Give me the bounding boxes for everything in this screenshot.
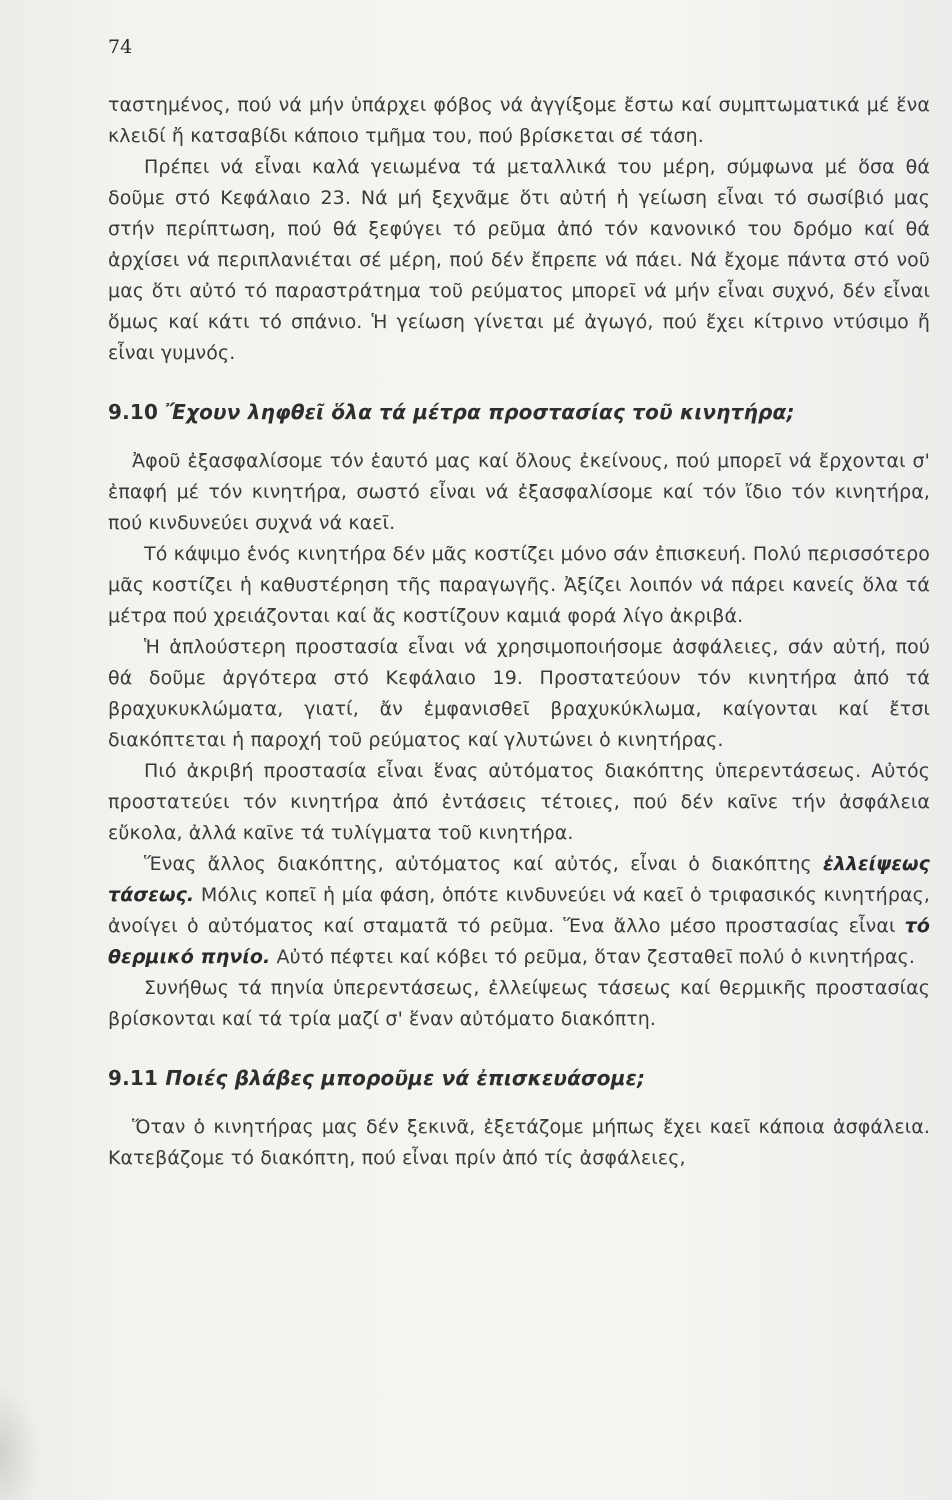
- section-heading: [108, 1063, 930, 1094]
- section-number: 9.10: [108, 400, 159, 424]
- section-title: Ποιές βλάβες μποροῦμε νά ἐπισκευάσομε;: [165, 1066, 646, 1090]
- paragraph: [108, 973, 930, 1035]
- paragraph: [108, 90, 930, 152]
- emphasized-term: ἐλλείψεως τάσεως.: [108, 853, 930, 906]
- text-run: Ἕνας ἄλλος διακόπτης, αὐτόματος καί αὐτός, εἶναι ὁ διακόπτης: [144, 853, 824, 875]
- section-number: 9.11: [108, 1066, 159, 1090]
- text-run: Συνήθως τά πηνία ὑπερεντάσεως, ἐλλείψεως τάσεως καί θερμικῆς προστασίας βρίσκονται καί τά τρία μαζί σ' ἕναν αὐτόματο διακόπτη.: [108, 977, 930, 1030]
- section-heading: [108, 397, 930, 428]
- text-run: Πιό ἀκριβή προστασία εἶναι ἕνας αὐτόματος διακόπτης ὑπερεντάσεως. Αὐτός προστατεύει τόν κινητήρα ἀπό ἐντάσεις τέτοιες, πού δέν καῖνε τήν ἀσφάλεια εὔκολα, ἀλλά καῖνε τά τυλίγματα τοῦ κινητήρα.: [108, 760, 930, 844]
- text-run: Πρέπει νά εἶναι καλά γειωμένα τά μεταλλικά του μέρη, σύμφωνα μέ ὅσα θά δοῦμε στό Κεφάλαιο 23. Νά μή ξεχνᾶμε ὅτι αὐτή ἡ γείωση εἶναι τό σωσίβιό μας στήν περίπτωση, πού θά ξεφύγει τό ρεῦμα ἀπό τόν κανονικό του δρόμο καί θά ἀρχίσει νά περιπλανιέται σέ μέρη, πού δέν ἔπρεπε νά πάει. Νά ἔχομε πάντα στό νοῦ μας ὅτι αὐτό τό παραστράτημα τοῦ ρεύματος μπορεῖ νά μήν εἶναι συχνό, δέν εἶναι ὅμως καί κάτι τό σπάνιο. Ἡ γείωση γίνεται μέ ἀγωγό, πού ἔχει κίτρινο ντύσιμο ἤ εἶναι γυμνός.: [108, 156, 930, 364]
- text-body: [108, 90, 930, 1174]
- section-title: Ἔχουν ληφθεῖ ὅλα τά μέτρα προστασίας τοῦ κινητήρα;: [165, 400, 795, 424]
- paragraph: [108, 756, 930, 849]
- paragraph: [108, 849, 930, 973]
- text-run: ταστημένος, πού νά μήν ὑπάρχει φόβος νά ἀγγίξομε ἔστω καί συμπτωματικά μέ ἕνα κλειδί ἤ κατσαβίδι κάποιο τμῆμα του, πού βρίσκεται σέ τάση.: [108, 94, 930, 147]
- paragraph: [108, 152, 930, 369]
- paragraph: [108, 1112, 930, 1174]
- emphasized-term: τό θερμικό πηνίο.: [108, 915, 930, 968]
- text-run: Αὐτό πέφτει καί κόβει τό ρεῦμα, ὅταν ζεσταθεῖ πολύ ὁ κινητήρας.: [270, 946, 916, 968]
- page-number: 74: [108, 36, 133, 58]
- page-edge-shadow: [0, 1385, 40, 1500]
- paragraph: [108, 632, 930, 756]
- paragraph: [108, 539, 930, 632]
- text-run: Μόλις κοπεῖ ἡ μία φάση, ὁπότε κινδυνεύει νά καεῖ ὁ τριφασικός κινητήρας, ἀνοίγει ὁ αὐτόματος καί σταματᾶ τό ρεῦμα. Ἕνα ἄλλο μέσο προστασίας εἶναι: [108, 884, 930, 937]
- paragraph: [108, 446, 930, 539]
- text-run: Τό κάψιμο ἑνός κινητήρα δέν μᾶς κοστίζει μόνο σάν ἐπισκευή. Πολύ περισσότερο μᾶς κοστίζει ἡ καθυστέρηση τῆς παραγωγῆς. Ἀξίζει λοιπόν νά πάρει κανείς ὅλα τά μέτρα πού χρειάζονται καί ἄς κοστίζουν καμιά φορά λίγο ἀκριβά.: [108, 543, 930, 627]
- text-run: Ἀφοῦ ἐξασφαλίσομε τόν ἑαυτό μας καί ὅλους ἐκείνους, πού μπορεῖ νά ἔρχονται σ' ἐπαφή μέ τόν κινητήρα, σωστό εἶναι νά ἐξασφαλίσομε καί τόν ἴδιο τόν κινητήρα, πού κινδυνεύει συχνά νά καεῖ.: [108, 450, 930, 534]
- text-run: Ὅταν ὁ κινητήρας μας δέν ξεκινᾶ, ἐξετάζομε μήπως ἔχει καεῖ κάποια ἀσφάλεια. Κατεβάζομε τό διακόπτη, πού εἶναι πρίν ἀπό τίς ἀσφάλειες,: [108, 1116, 930, 1169]
- text-run: Ἡ ἁπλούστερη προστασία εἶναι νά χρησιμοποιήσομε ἀσφάλειες, σάν αὐτή, πού θά δοῦμε ἀργότερα στό Κεφάλαιο 19. Προστατεύουν τόν κινητήρα ἀπό τά βραχυκυκλώματα, γιατί, ἄν ἐμφανισθεῖ βραχυκύκλωμα, καίγονται καί ἔτσι διακόπτεται ἡ παροχή τοῦ ρεύματος καί γλυτώνει ὁ κινητήρας.: [108, 636, 930, 751]
